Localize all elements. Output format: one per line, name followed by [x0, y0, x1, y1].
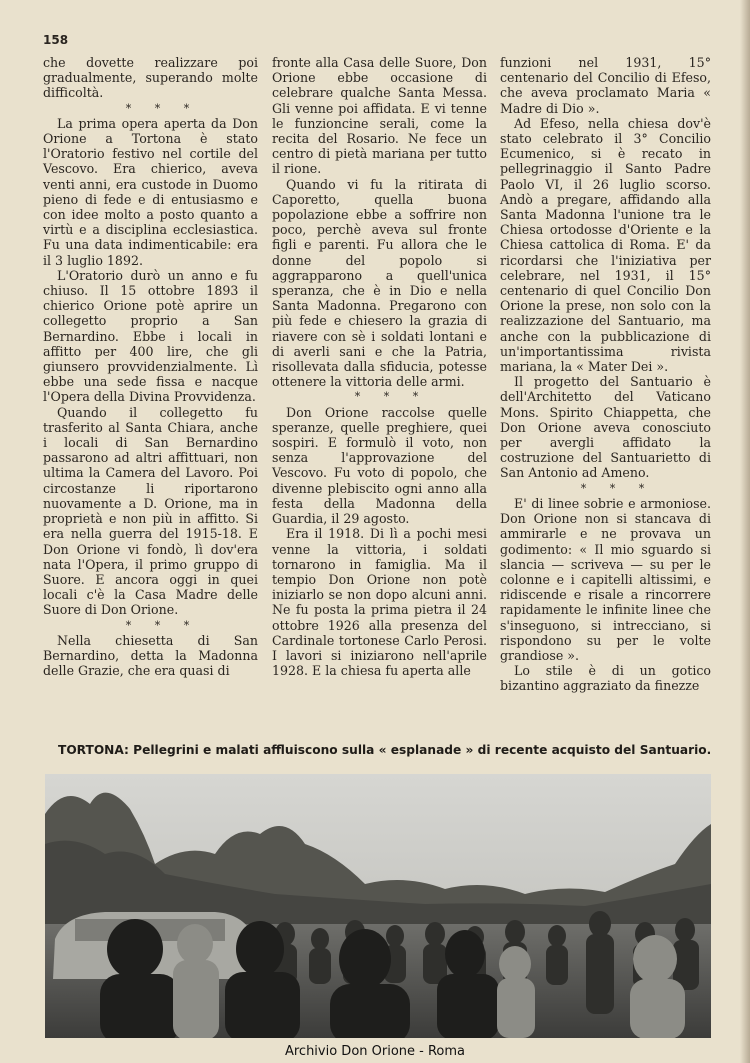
text-column-3	[500, 55, 711, 694]
article-paragraph: che dovette realizzare poi gradualmente, superando molte difficoltà.	[43, 55, 258, 101]
article-paragraph: L'Oratorio durò un anno e fu chiuso. Il 15 ottobre 1893 il chierico Orione potè aprire un collegetto proprio a San Bernardino. Ebbe i locali in affitto per 400 lire, che gli giunsero provvidenzialmente. Lì ebbe una sede fissa e nacque l'Opera della Divina Provvidenza.	[43, 267, 258, 405]
article-paragraph: fronte alla Casa delle Suore, Don Orione ebbe occasione di celebrare qualche Santa Messa. Gli venne poi affidata. E vi tenne le funzioncine serali, come la recita del Rosario. Ne fece un centro di pietà mariana per tutto il rione.	[272, 55, 487, 177]
article-paragraph: E' di linee sobrie e armoniose. Don Orione non si stancava di ammirarle e ne provava un godimento: « Il mio sguardo si slancia — scriveva — su per le colonne e i capitelli altissimi, e ridiscende e risale a rincorrere rapidamente le infinite linee che s'inseguono, si intrecciano, si rispondono su per le volte grandiose ».	[500, 495, 711, 663]
text-column-1	[43, 55, 258, 678]
article-paragraph: Quando il collegetto fu trasferito al Santa Chiara, anche i locali di San Bernardino passarono ad altri affittuari, non ultima la Camera del Lavoro. Poi circostanze li riportarono nuovamente a D. Orione, ma in proprietà e non più in affitto. Si era nella guerra del 1915-18. E Don Orione vi fondò, lì dov'era nata l'Opera, il primo gruppo di Suore. E ancora oggi in quei locali c'è la Casa Madre delle Suore di Don Orione.	[43, 404, 258, 618]
page-number: 158	[43, 33, 69, 47]
article-paragraph: Quando vi fu la ritirata di Caporetto, quella buona popolazione ebbe a soffrire non poco, perchè aveva sul fronte figli e parenti. Fu allora che le donne del popolo si aggrapparono a quell'unica speranza, che è in Dio e nella Santa Madonna. Pregarono con più fede e chiesero la grazia di riavere con sè i soldati lontani e di averli sani e che la Patria, risollevata dalla sfiducia, potesse ottenere la vittoria delle armi.	[272, 176, 487, 390]
section-separator: * * *	[580, 481, 655, 495]
page-edge-shadow	[740, 0, 750, 1063]
article-paragraph: Lo stile è di un gotico bizantino aggraziato da finezze	[500, 663, 711, 694]
article-paragraph: Il progetto del Santuario è dell'Architetto del Vaticano Mons. Spirito Chiappetta, che Don Orione aveva conosciuto per avergli affidato la costruzione del Santuarietto di San Antonio ad Ameno.	[500, 374, 711, 481]
section-separator: * * *	[125, 618, 200, 632]
article-paragraph: funzioni nel 1931, 15° centenario del Concilio di Efeso, che aveva proclamato Maria « Madre di Dio ».	[500, 55, 711, 116]
article-paragraph: Nella chiesetta di San Bernardino, detta la Madonna delle Grazie, che era quasi di	[43, 632, 258, 679]
section-separator: * * *	[354, 390, 429, 404]
article-paragraph: Ad Efeso, nella chiesa dov'è stato celebrato il 3° Concilio Ecumenico, si è recato in pellegrinaggio il Santo Padre Paolo VI, il 26 luglio scorso. Andò a pregare, affidando alla Santa Madonna l'unione tra le Chiesa ortodosse d'Oriente e la Chiesa cattolica di Roma. E' da ricordarsi che l'iniziativa per celebrare, nel 1931, il 15° centenario di quel Concilio Don Orione la prese, non solo con la realizzazione del Santuario, ma anche con la pubblicazione di un'importantissima rivista mariana, la « Mater Dei ».	[500, 115, 711, 375]
archive-watermark: Archivio Don Orione - Roma	[284, 1044, 466, 1059]
article-paragraph: Era il 1918. Di lì a pochi mesi venne la vittoria, i soldati tornarono in famiglia. Ma il tempio Don Orione non potè iniziarlo se non dopo alcuni anni. Ne fu posta la prima pietra il 24 ottobre 1926 alla presenza del Cardinale tortonese Carlo Perosi. I lavori si iniziarono nell'aprile 1928. E la chiesa fu aperta alle	[272, 526, 487, 679]
text-column-2	[272, 55, 487, 678]
crowd-photo-image	[45, 774, 711, 1038]
article-paragraph: Don Orione raccolse quelle speranze, quelle preghiere, quei sospiri. E formulò il voto, non senza l'approvazione del Vescovo. Fu voto di popolo, che divenne plebiscito ogni anno alla festa della Madonna della Guardia, il 29 agosto.	[272, 404, 487, 527]
crowd-photo	[45, 774, 711, 1038]
article-paragraph: La prima opera aperta da Don Orione a Tortona è stato l'Oratorio festivo nel cortile del Vescovo. Era chierico, aveva venti anni, era custode in Duomo pieno di fede e di entusiasmo e con idee molto a posto quanto a virtù e a disciplina ecclesiastica. Fu una data indimenticabile: era il 3 luglio 1892.	[43, 115, 258, 268]
section-separator: * * *	[125, 101, 200, 115]
photo-caption: TORTONA: Pellegrini e malati affluiscono sulla « esplanade » di recente acquisto del Santuario.	[58, 743, 712, 757]
